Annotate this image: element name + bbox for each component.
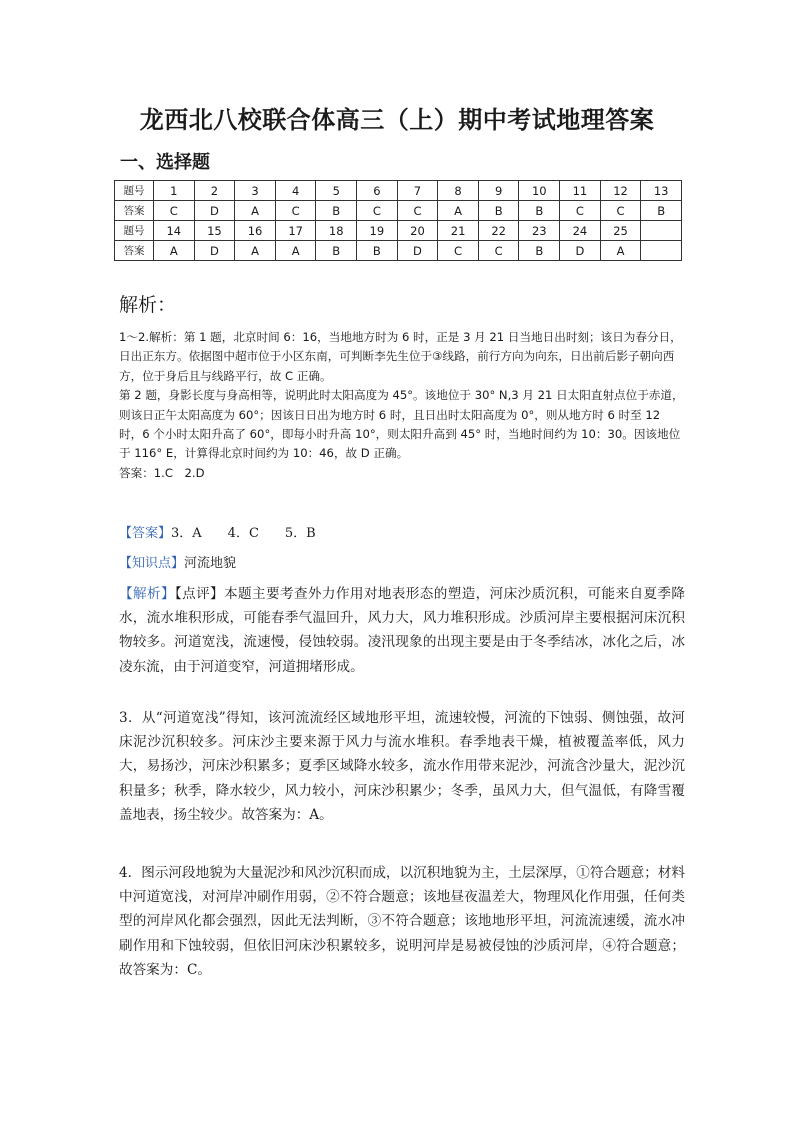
knowledge-tag: 【知识点】: [119, 556, 185, 571]
answer-cell: 8: [438, 181, 479, 201]
answer-cell: D: [194, 241, 235, 261]
answer-cell: 17: [275, 221, 316, 241]
analysis-tag: 【解析】: [119, 586, 175, 602]
answer-line: [119, 522, 316, 541]
answer-cell: A: [275, 241, 316, 261]
answer-cell: D: [194, 201, 235, 221]
answer-cell: B: [519, 201, 560, 221]
answer-cell: 5: [316, 181, 357, 201]
table-row: [115, 181, 682, 201]
answer-cell: B: [478, 201, 519, 221]
analysis-comment: [119, 582, 685, 679]
row-header-cell: 题号: [115, 181, 154, 201]
answer-cell: A: [154, 241, 195, 261]
answer-cell: 2: [194, 181, 235, 201]
answer-cell: C: [154, 201, 195, 221]
answer-cell: 7: [397, 181, 438, 201]
answer-values: 3．A 4．C 5．B: [171, 526, 316, 541]
answer-cell: C: [560, 201, 601, 221]
answer-cell: [641, 221, 682, 241]
answer-cell: B: [316, 241, 357, 261]
q1-2-analysis: [119, 328, 685, 483]
q1-2-paragraph-1: 1～2.解析：第 1 题，北京时间 6：16，当地地方时为 6 时，正是 3 月 21 日当地日出时刻；该日为春分日，日出正东方。依据图中超市位于小区东南，可判断李先生位于③线路，前行方向为向东，日出前后影子朝向西方，位于身后且与线路平行，故 C 正确。: [119, 330, 682, 383]
row-header-cell: 答案: [115, 201, 154, 221]
answer-cell: C: [357, 201, 398, 221]
answer-cell: 4: [275, 181, 316, 201]
answer-cell: 21: [438, 221, 479, 241]
q4-text: 4．图示河段地貌为大量泥沙和风沙沉积而成，以沉积地貌为主，土层深厚，①符合题意；材料中河道宽浅，对河岸冲刷作用弱，②不符合题意；该地昼夜温差大，物理风化作用强，任何类型的河岸风化都会强烈，因此无法判断，③不符合题意；该地地形平坦，河流流速缓，流水冲刷作用和下蚀较弱，但依旧河床沙积累较多，说明河岸是易被侵蚀的沙质河岸，④符合题意；故答案为：C。: [119, 865, 685, 978]
answer-cell: 20: [397, 221, 438, 241]
q4-analysis: [119, 861, 685, 982]
answer-cell: A: [438, 201, 479, 221]
answer-cell: 9: [478, 181, 519, 201]
answer-cell: 25: [600, 221, 641, 241]
row-header-cell: 题号: [115, 221, 154, 241]
answer-cell: 16: [235, 221, 276, 241]
q1-2-paragraph-2: 第 2 题，身影长度与身高相等，说明此时太阳高度为 45°。该地位于 30° N,3 月 21 日太阳直射点位于赤道，则该日正午太阳高度为 60°；因该日日出为地方时 6 时，且日出时太阳高度为 0°，则从地方时 6 时至 12 时，6 个小时太阳升高了 60°，即每小时升高 10°，则太阳升高到 45° 时，当地时间约为 10：30。因该地位于 116° E，计算得北京时间约为 10：46，故 D 正确。: [119, 388, 684, 461]
answer-cell: C: [438, 241, 479, 261]
table-row: [115, 241, 682, 261]
q3-text: 3．从“河道宽浅”得知，该河流流经区域地形平坦，流速较慢，河流的下蚀弱、侧蚀强，故河床泥沙沉积较多。河床沙主要来源于风力与流水堆积。春季地表干燥，植被覆盖率低，风力大，易扬沙，河床沙积累多；夏季区域降水较多，流水作用带来泥沙，河流含沙量大，泥沙沉积量多；秋季，降水较少，风力较小，河床沙积累少；冬季，虽风力大，但气温低，有降雪覆盖地表，扬尘较少。故答案为：A。: [119, 710, 685, 823]
answer-cell: C: [478, 241, 519, 261]
answer-cell: 11: [560, 181, 601, 201]
answer-cell: D: [560, 241, 601, 261]
answer-cell: D: [397, 241, 438, 261]
answer-table: [114, 180, 682, 261]
answer-cell: C: [600, 201, 641, 221]
answer-cell: 14: [154, 221, 195, 241]
analysis-heading: 解析：: [119, 294, 177, 316]
answer-cell: 13: [641, 181, 682, 201]
answer-cell: [641, 241, 682, 261]
page-title: 龙西北八校联合体高三（上）期中考试地理答案: [139, 106, 655, 134]
answer-cell: C: [275, 201, 316, 221]
knowledge-point: [119, 552, 236, 571]
answer-cell: 1: [154, 181, 195, 201]
answer-cell: 10: [519, 181, 560, 201]
answer-cell: 15: [194, 221, 235, 241]
knowledge-text: 河流地貌: [184, 556, 237, 571]
answer-cell: B: [316, 201, 357, 221]
answer-cell: A: [235, 241, 276, 261]
table-row: [115, 201, 682, 221]
answer-cell: 22: [478, 221, 519, 241]
answer-cell: B: [519, 241, 560, 261]
q1-2-answer: 答案：1.C 2.D: [119, 465, 205, 480]
analysis-text: 【点评】本题主要考查外力作用对地表形态的塑造，河床沙质沉积，可能来自夏季降水，流水堆积形成，可能春季气温回升，风力大，风力堆积形成。沙质河岸主要根据河床沉积物较多。河道宽浅，流速慢，侵蚀较弱。凌汛现象的出现主要是由于冬季结冰，冰化之后，冰凌东流，由于河道变窄，河道拥堵形成。: [119, 586, 685, 675]
answer-cell: 3: [235, 181, 276, 201]
table-row: [115, 221, 682, 241]
row-header-cell: 答案: [115, 241, 154, 261]
answer-cell: 23: [519, 221, 560, 241]
answer-cell: 19: [357, 221, 398, 241]
answer-cell: B: [641, 201, 682, 221]
answer-cell: A: [235, 201, 276, 221]
answer-cell: B: [357, 241, 398, 261]
answer-cell: 24: [560, 221, 601, 241]
answer-cell: 12: [600, 181, 641, 201]
answer-cell: 6: [357, 181, 398, 201]
answer-tag: 【答案】: [119, 526, 172, 541]
section-title: 一、选择题: [120, 152, 210, 173]
answer-cell: A: [600, 241, 641, 261]
answer-cell: 18: [316, 221, 357, 241]
answer-cell: C: [397, 201, 438, 221]
q3-analysis: [119, 706, 685, 827]
